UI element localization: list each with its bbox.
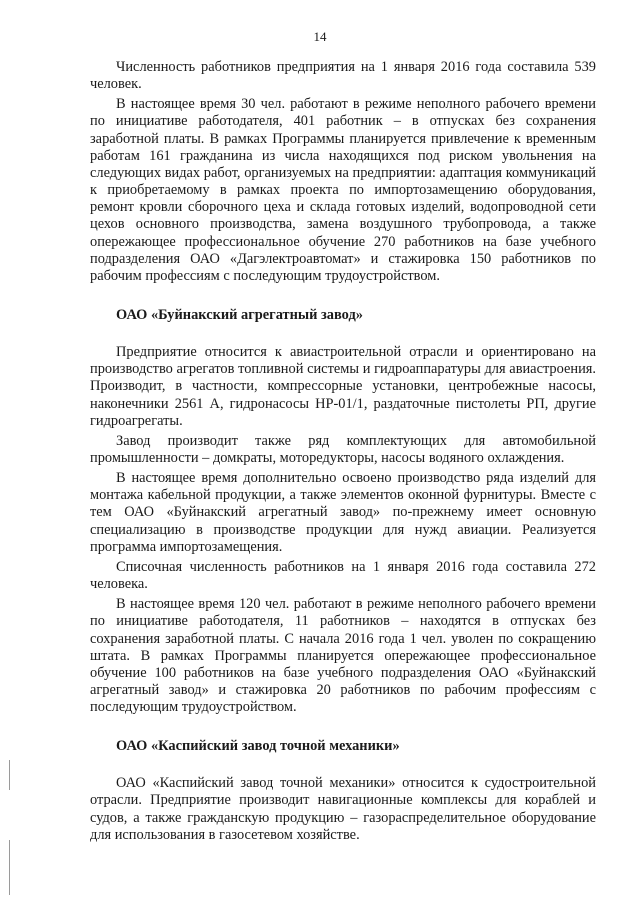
paragraph: Предприятие относится к авиастроительной отрасли и ориентировано на производство агрегатов топливной системы и гидроаппаратуры для авиастроения. Производит, в частности, компрессорные установки, центробежные насосы, наконечники 2561 А, гидронасосы НР-01/1, раздаточные пистолеты РП, другие гидроагрегаты. [90,344,596,429]
spacer [90,755,596,775]
paragraph: В настоящее время дополнительно освоено производство ряда изделий для монтажа кабельной продукции, а также элементов оконной фурнитуры. Вместе с тем ОАО «Буйнакский агрегатный завод» по-прежнему имеет основную специализацию в производстве продукции для нужд авиации. Реализуется программа импортозамещения. [90,470,596,555]
paragraph: В настоящее время 120 чел. работают в режиме неполного рабочего времени по инициативе работодателя, 11 работников – находятся в отпусках без сохранения заработной платы. С начала 2016 года 1 чел. уволен по сокращению штата. В рамках Программы планируется опережающее профессиональное обучение 100 работников на базе учебного подразделения ОАО «Буйнакский агрегатный завод» и стажировка 20 работников по рабочим профессиям с последующим трудоустройством. [90,596,596,716]
spacer [90,324,596,344]
paragraph: ОАО «Каспийский завод точной механики» относится к судостроительной отрасли. Предприятие производит навигационные комплексы для кораблей и судов, а также гражданскую продукцию – газораспределительное оборудование для использования в газосетевом хозяйстве. [90,775,596,843]
paragraph: В настоящее время 30 чел. работают в режиме неполного рабочего времени по инициативе работодателя, 401 работник – в отпусках без сохранения заработной платы. В рамках Программы планируется привлечение к временным работам 161 гражданина из числа находящихся под риском увольнения на следующих видах работ, организуемых на предприятии: адаптация коммуникаций к приобретаемому в рамках проекта по импортозамещению оборудования, ремонт кровли сборочного цеха и склада готовых изделий, водопроводной сети цехов основного производства, замена воздушного трубопровода, а также опережающее профессиональное обучение 270 работников на базе учебного подразделения ОАО «Дагэлектроавтомат» и стажировка 150 работников по рабочим профессиям с последующим трудоустройством. [90,96,596,284]
spacer [90,288,596,307]
document-body [90,59,596,847]
spacer [90,719,596,738]
scan-artifact-mark [9,760,10,790]
section-heading-kaspiysk: ОАО «Каспийский завод точной механики» [116,738,400,755]
paragraph: Завод производит также ряд комплектующих для автомобильной промышленности – домкраты, моторедукторы, насосы водяного охлаждения. [90,432,596,466]
section-heading-buynaksk: ОАО «Буйнакский агрегатный завод» [116,307,363,324]
paragraph: Списочная численность работников на 1 января 2016 года составила 272 человека. [90,558,596,593]
scan-artifact-mark [9,840,10,895]
page-number: 14 [313,29,327,44]
paragraph: Численность работников предприятия на 1 января 2016 года составила 539 человек. [90,59,596,93]
